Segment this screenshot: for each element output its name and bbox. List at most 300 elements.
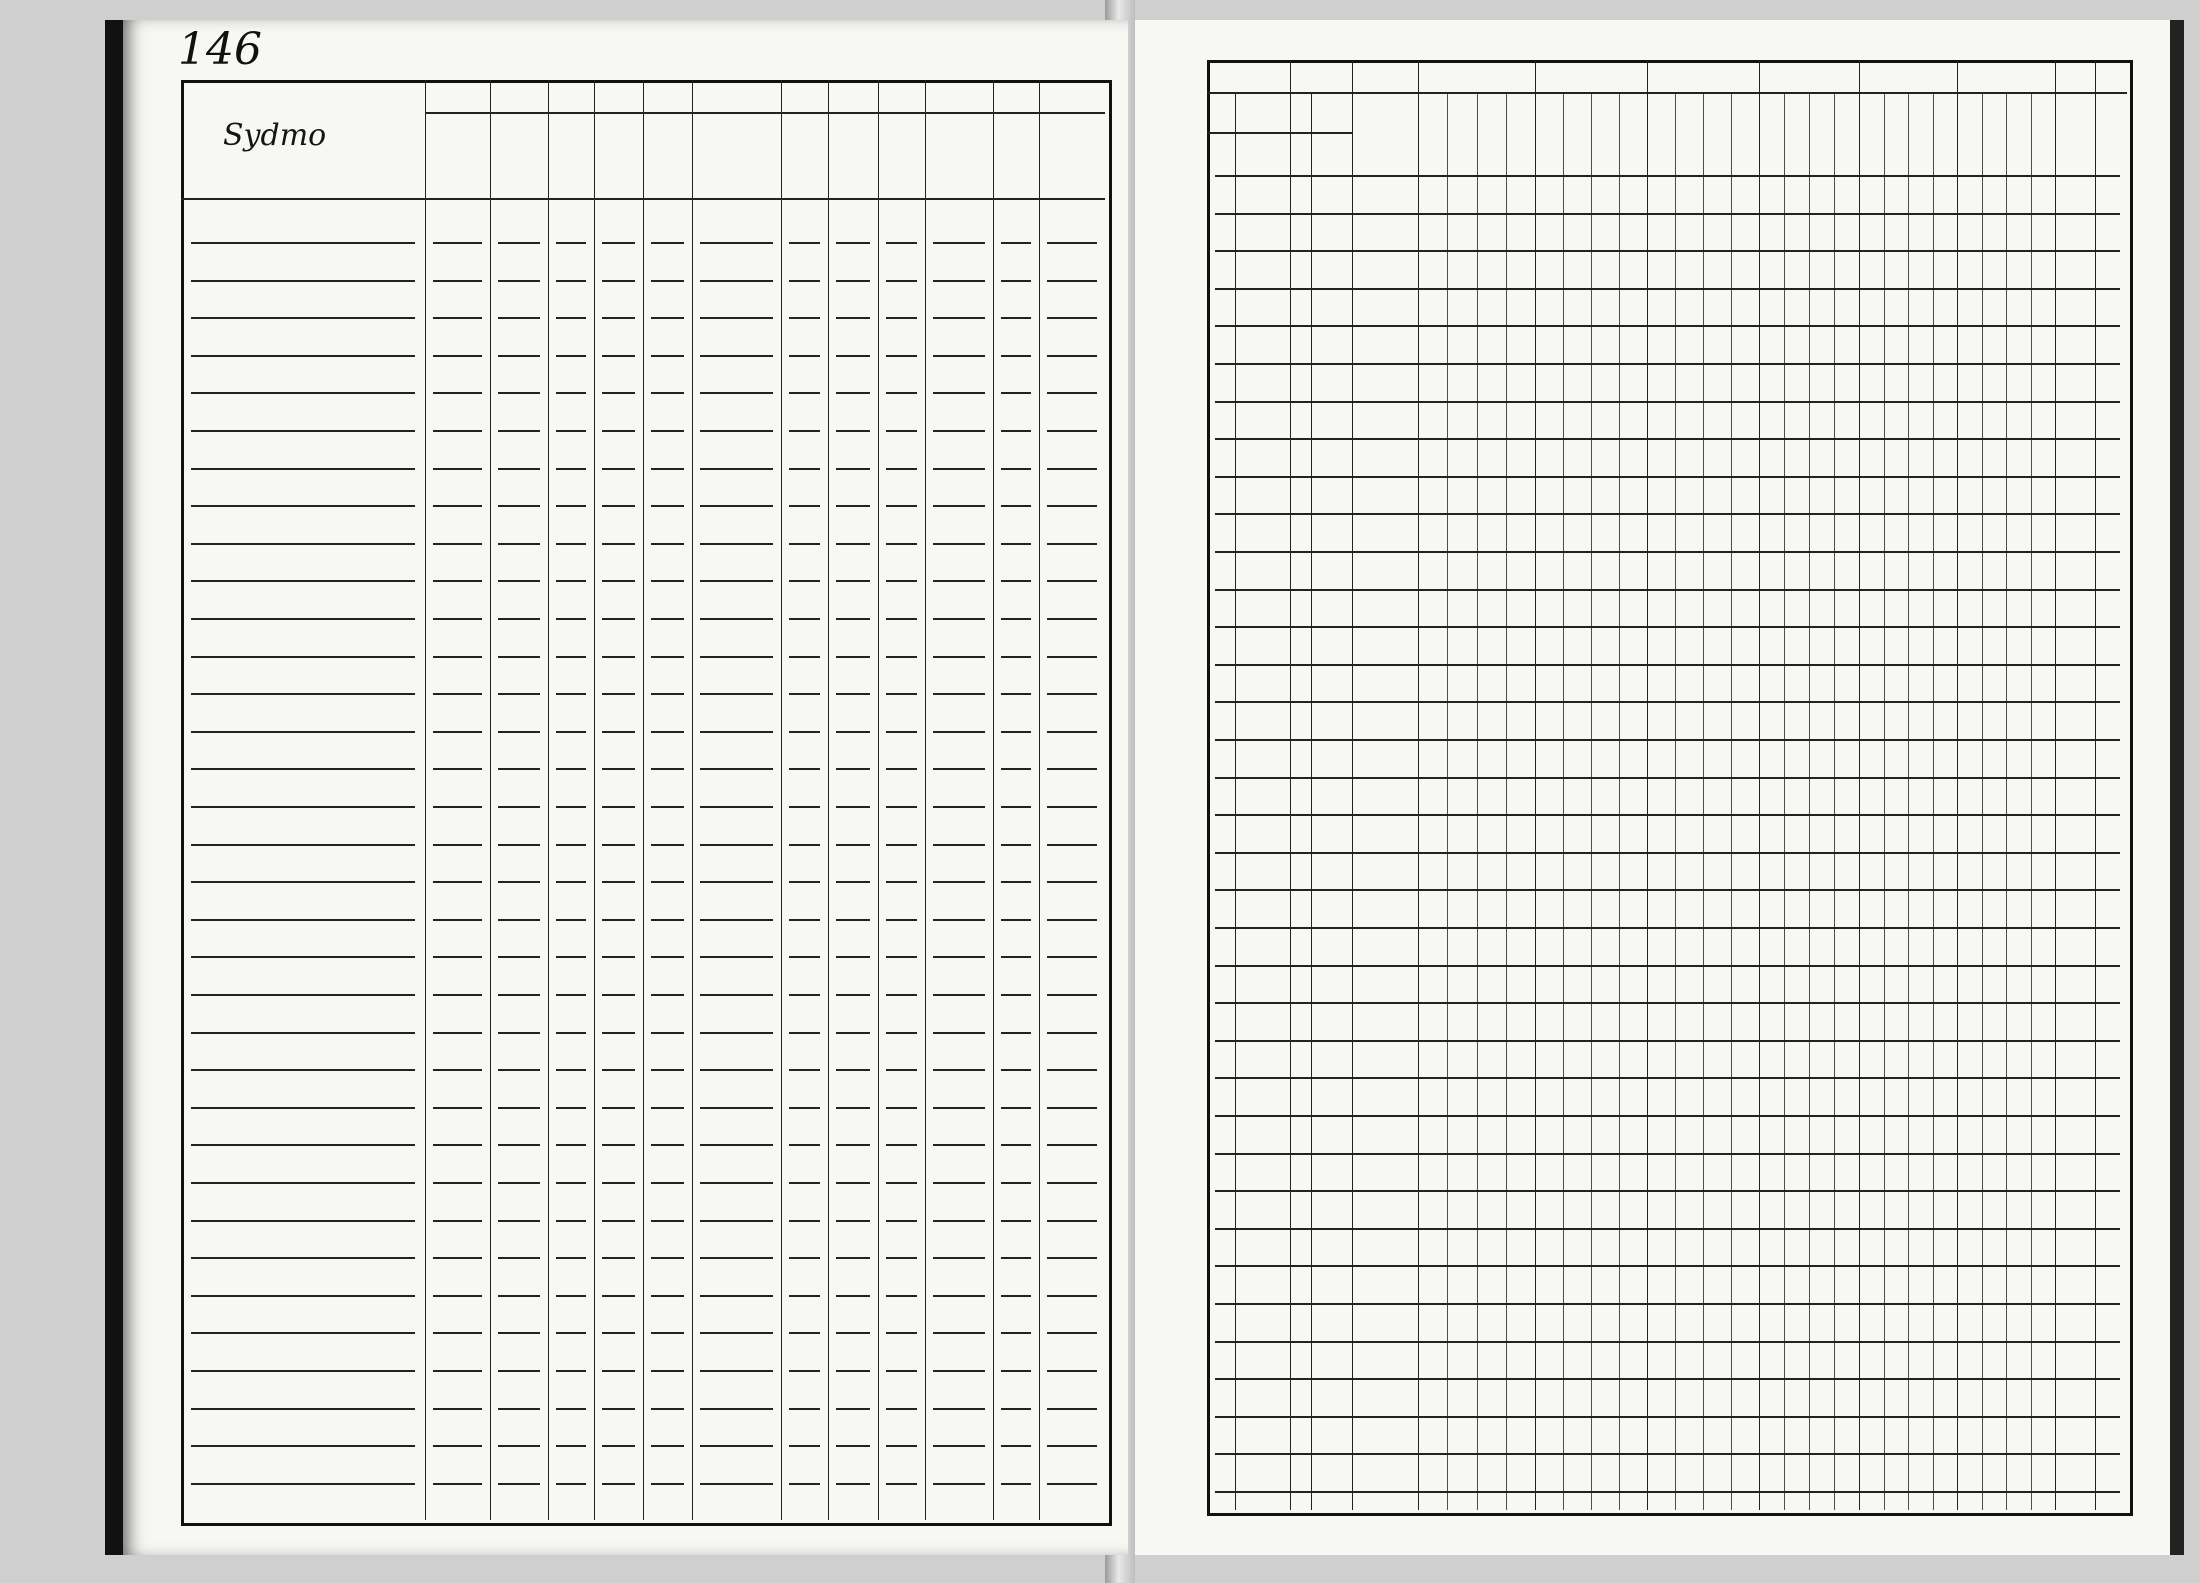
column-divider <box>1290 60 1291 1510</box>
cell-row-rule <box>1001 919 1031 921</box>
column-divider <box>781 80 782 1520</box>
right-row-rule <box>1215 927 2120 929</box>
cell-row-rule <box>789 1144 820 1146</box>
cell-row-rule <box>1047 1220 1097 1222</box>
right-page <box>1135 20 2184 1555</box>
cell-row-rule <box>651 731 684 733</box>
cell-row-rule <box>933 919 985 921</box>
cell-row-rule <box>498 806 540 808</box>
year-sub-divider <box>1784 92 1785 1510</box>
cell-row-rule <box>433 280 482 282</box>
cell-row-rule <box>1047 1445 1097 1447</box>
cell-row-rule <box>789 430 820 432</box>
cell-row-rule <box>556 1483 586 1485</box>
year-sub-divider <box>1703 92 1704 1510</box>
cell-row-rule <box>933 1408 985 1410</box>
cell-row-rule <box>933 881 985 883</box>
cell-row-rule <box>1001 731 1031 733</box>
cell-row-rule <box>651 580 684 582</box>
cell-row-rule <box>886 430 917 432</box>
right-row-rule <box>1215 1265 2120 1267</box>
cell-row-rule <box>1047 919 1097 921</box>
cell-row-rule <box>886 1445 917 1447</box>
right-row-rule <box>1215 513 2120 515</box>
right-row-rule <box>1215 626 2120 628</box>
cell-row-rule <box>789 806 820 808</box>
cell-row-rule <box>433 768 482 770</box>
cell-row-rule <box>556 693 586 695</box>
cell-row-rule <box>651 1408 684 1410</box>
cell-row-rule <box>498 1107 540 1109</box>
cell-row-rule <box>556 242 586 244</box>
cell-row-rule <box>498 1408 540 1410</box>
cell-row-rule <box>886 656 917 658</box>
name-row-rule <box>191 806 415 808</box>
cell-row-rule <box>1001 881 1031 883</box>
cell-row-rule <box>498 543 540 545</box>
left-ledger-frame <box>181 80 1112 1526</box>
cell-row-rule <box>700 656 773 658</box>
cell-row-rule <box>1001 1032 1031 1034</box>
year-sub-divider <box>1447 92 1448 1510</box>
cell-row-rule <box>789 543 820 545</box>
name-header-rule <box>181 198 425 200</box>
cell-row-rule <box>836 1295 870 1297</box>
cell-row-rule <box>836 1107 870 1109</box>
cell-row-rule <box>700 430 773 432</box>
cell-row-rule <box>1001 317 1031 319</box>
cell-row-rule <box>1047 994 1097 996</box>
cell-row-rule <box>789 1370 820 1372</box>
right-row-rule <box>1215 325 2120 327</box>
cell-row-rule <box>433 355 482 357</box>
cell-row-rule <box>433 618 482 620</box>
cell-row-rule <box>433 693 482 695</box>
cell-row-rule <box>836 1257 870 1259</box>
cell-row-rule <box>433 580 482 582</box>
cell-row-rule <box>433 317 482 319</box>
cell-row-rule <box>933 430 985 432</box>
cell-row-rule <box>1047 768 1097 770</box>
cell-row-rule <box>933 1332 985 1334</box>
cell-row-rule <box>933 1182 985 1184</box>
cell-row-rule <box>933 956 985 958</box>
cell-row-rule <box>602 1069 635 1071</box>
cell-row-rule <box>700 1295 773 1297</box>
cell-row-rule <box>498 430 540 432</box>
cell-row-rule <box>651 1107 684 1109</box>
cell-row-rule <box>602 1483 635 1485</box>
cell-row-rule <box>433 656 482 658</box>
cell-row-rule <box>433 1032 482 1034</box>
cell-row-rule <box>700 1069 773 1071</box>
cell-row-rule <box>700 1107 773 1109</box>
right-row-rule <box>1215 739 2120 741</box>
cell-row-rule <box>651 355 684 357</box>
cell-row-rule <box>836 392 870 394</box>
cell-row-rule <box>1047 693 1097 695</box>
cell-row-rule <box>1001 1370 1031 1372</box>
right-row-rule <box>1215 1153 2120 1155</box>
cell-row-rule <box>1001 956 1031 958</box>
cell-row-rule <box>602 1370 635 1372</box>
cell-row-rule <box>836 656 870 658</box>
cell-row-rule <box>556 430 586 432</box>
right-row-rule <box>1215 852 2120 854</box>
cell-row-rule <box>556 656 586 658</box>
cell-row-rule <box>498 844 540 846</box>
column-divider <box>2095 60 2096 1510</box>
cell-row-rule <box>789 505 820 507</box>
cell-row-rule <box>886 1483 917 1485</box>
cell-row-rule <box>498 1257 540 1259</box>
cell-row-rule <box>1001 1069 1031 1071</box>
cell-row-rule <box>933 355 985 357</box>
cell-row-rule <box>651 956 684 958</box>
cell-row-rule <box>602 956 635 958</box>
cell-row-rule <box>933 1069 985 1071</box>
right-row-rule <box>1215 1040 2120 1042</box>
cell-row-rule <box>836 1220 870 1222</box>
cell-row-rule <box>602 919 635 921</box>
name-row-rule <box>191 1107 415 1109</box>
name-row-rule <box>191 1220 415 1222</box>
cell-row-rule <box>556 806 586 808</box>
cell-row-rule <box>433 1332 482 1334</box>
cell-row-rule <box>933 844 985 846</box>
cell-row-rule <box>556 1069 586 1071</box>
cell-row-rule <box>602 355 635 357</box>
cell-row-rule <box>1047 468 1097 470</box>
cell-row-rule <box>556 618 586 620</box>
cell-row-rule <box>789 1107 820 1109</box>
name-row-rule <box>191 317 415 319</box>
column-divider <box>1352 60 1353 1510</box>
cell-row-rule <box>498 956 540 958</box>
cell-row-rule <box>433 1445 482 1447</box>
cell-row-rule <box>933 1032 985 1034</box>
cell-row-rule <box>1047 1032 1097 1034</box>
cell-row-rule <box>1047 956 1097 958</box>
cell-row-rule <box>1047 355 1097 357</box>
name-row-rule <box>191 1483 415 1485</box>
right-row-rule <box>1215 589 2120 591</box>
name-row-rule <box>191 1182 415 1184</box>
cell-row-rule <box>933 280 985 282</box>
cell-row-rule <box>836 430 870 432</box>
cell-row-rule <box>836 355 870 357</box>
cell-row-rule <box>933 1483 985 1485</box>
right-row-rule <box>1215 1115 2120 1117</box>
cell-row-rule <box>1047 242 1097 244</box>
cell-row-rule <box>433 1107 482 1109</box>
cell-row-rule <box>700 580 773 582</box>
cell-row-rule <box>602 731 635 733</box>
year-sub-divider <box>1591 92 1592 1510</box>
cell-row-rule <box>498 355 540 357</box>
column-divider <box>2055 60 2056 1510</box>
right-row-rule <box>1215 1002 2120 1004</box>
cell-row-rule <box>700 317 773 319</box>
cell-row-rule <box>700 1445 773 1447</box>
cell-row-rule <box>651 919 684 921</box>
cell-row-rule <box>789 1220 820 1222</box>
name-row-rule <box>191 392 415 394</box>
cell-row-rule <box>886 618 917 620</box>
cell-row-rule <box>556 1182 586 1184</box>
cell-row-rule <box>1047 1144 1097 1146</box>
cell-row-rule <box>933 392 985 394</box>
cell-row-rule <box>433 468 482 470</box>
cell-row-rule <box>433 1257 482 1259</box>
cell-row-rule <box>602 844 635 846</box>
cell-row-rule <box>700 1032 773 1034</box>
cell-row-rule <box>602 430 635 432</box>
right-row-rule <box>1215 551 2120 553</box>
column-divider <box>692 80 693 1520</box>
cell-row-rule <box>1047 1295 1097 1297</box>
right-row-rule <box>1215 476 2120 478</box>
cell-row-rule <box>933 317 985 319</box>
cell-row-rule <box>433 956 482 958</box>
right-row-rule <box>1215 777 2120 779</box>
cell-row-rule <box>1001 1257 1031 1259</box>
right-row-rule <box>1215 1077 2120 1079</box>
cell-row-rule <box>836 543 870 545</box>
cell-row-rule <box>651 844 684 846</box>
cell-row-rule <box>498 919 540 921</box>
cell-row-rule <box>498 693 540 695</box>
right-row-rule <box>1215 1416 2120 1418</box>
cell-row-rule <box>836 1408 870 1410</box>
name-row-rule <box>191 1295 415 1297</box>
cell-row-rule <box>886 1295 917 1297</box>
cell-row-rule <box>1047 505 1097 507</box>
cell-row-rule <box>602 618 635 620</box>
cell-row-rule <box>602 693 635 695</box>
cell-row-rule <box>498 468 540 470</box>
cell-row-rule <box>789 919 820 921</box>
cell-row-rule <box>933 731 985 733</box>
name-row-rule <box>191 430 415 432</box>
cell-row-rule <box>700 806 773 808</box>
column-divider <box>1039 80 1040 1520</box>
cell-row-rule <box>700 355 773 357</box>
cell-row-rule <box>933 1370 985 1372</box>
cell-row-rule <box>1047 430 1097 432</box>
name-row-rule <box>191 1069 415 1071</box>
cell-row-rule <box>886 1220 917 1222</box>
cell-row-rule <box>1001 1182 1031 1184</box>
cell-row-rule <box>1047 1257 1097 1259</box>
column-divider <box>1957 60 1958 1510</box>
cell-row-rule <box>433 881 482 883</box>
cell-row-rule <box>498 1069 540 1071</box>
cell-row-rule <box>498 1182 540 1184</box>
cell-row-rule <box>700 1144 773 1146</box>
cell-row-rule <box>556 317 586 319</box>
right-row-rule <box>1215 1228 2120 1230</box>
cell-row-rule <box>700 1483 773 1485</box>
name-row-rule <box>191 280 415 282</box>
cell-row-rule <box>602 392 635 394</box>
cell-row-rule <box>1047 392 1097 394</box>
cell-row-rule <box>651 1332 684 1334</box>
cell-row-rule <box>836 317 870 319</box>
cell-row-rule <box>651 1257 684 1259</box>
cell-row-rule <box>933 1257 985 1259</box>
cell-row-rule <box>651 1220 684 1222</box>
cell-row-rule <box>651 1032 684 1034</box>
cell-row-rule <box>433 1220 482 1222</box>
column-divider <box>1759 60 1760 1510</box>
right-row-rule <box>1215 288 2120 290</box>
right-row-rule <box>1215 213 2120 215</box>
cell-row-rule <box>433 392 482 394</box>
cell-row-rule <box>789 994 820 996</box>
right-row-rule <box>1215 889 2120 891</box>
cell-row-rule <box>1001 392 1031 394</box>
cell-row-rule <box>886 956 917 958</box>
year-sub-divider <box>1809 92 1810 1510</box>
cell-row-rule <box>700 468 773 470</box>
cell-row-rule <box>886 1032 917 1034</box>
cell-row-rule <box>700 618 773 620</box>
cell-row-rule <box>498 1445 540 1447</box>
cell-row-rule <box>700 919 773 921</box>
cell-row-rule <box>886 317 917 319</box>
cell-row-rule <box>1001 242 1031 244</box>
cell-row-rule <box>433 919 482 921</box>
cell-row-rule <box>498 505 540 507</box>
cell-row-rule <box>433 1483 482 1485</box>
cell-row-rule <box>556 919 586 921</box>
cell-row-rule <box>433 242 482 244</box>
cell-row-rule <box>886 1069 917 1071</box>
name-column-divider <box>425 80 426 1520</box>
cell-row-rule <box>498 1032 540 1034</box>
cell-row-rule <box>433 505 482 507</box>
cell-row-rule <box>836 468 870 470</box>
cell-row-rule <box>602 881 635 883</box>
cell-row-rule <box>602 543 635 545</box>
name-row-rule <box>191 656 415 658</box>
cell-row-rule <box>602 1332 635 1334</box>
cell-row-rule <box>1001 994 1031 996</box>
cell-row-rule <box>886 468 917 470</box>
cell-row-rule <box>1001 430 1031 432</box>
cell-row-rule <box>498 768 540 770</box>
cell-row-rule <box>1001 580 1031 582</box>
name-row-rule <box>191 618 415 620</box>
cell-row-rule <box>602 468 635 470</box>
cell-row-rule <box>700 505 773 507</box>
cell-row-rule <box>886 543 917 545</box>
cell-row-rule <box>836 505 870 507</box>
right-ledger-frame <box>1207 60 2133 1516</box>
cell-row-rule <box>556 1445 586 1447</box>
cell-row-rule <box>789 1483 820 1485</box>
name-row-rule <box>191 1408 415 1410</box>
cell-row-rule <box>933 994 985 996</box>
cell-row-rule <box>933 1220 985 1222</box>
cell-row-rule <box>836 806 870 808</box>
name-row-rule <box>191 505 415 507</box>
column-divider <box>1418 60 1419 1510</box>
cell-row-rule <box>933 242 985 244</box>
cell-row-rule <box>836 1032 870 1034</box>
cell-row-rule <box>836 1483 870 1485</box>
obiit-sub-divider <box>1311 92 1312 1510</box>
column-divider <box>1535 60 1536 1510</box>
name-row-rule <box>191 731 415 733</box>
cell-row-rule <box>1001 656 1031 658</box>
cell-row-rule <box>886 1370 917 1372</box>
cell-row-rule <box>556 1107 586 1109</box>
cell-row-rule <box>836 1069 870 1071</box>
cell-row-rule <box>1001 543 1031 545</box>
cell-row-rule <box>651 806 684 808</box>
cell-row-rule <box>1047 317 1097 319</box>
cell-row-rule <box>789 468 820 470</box>
cell-row-rule <box>1001 806 1031 808</box>
cell-row-rule <box>651 881 684 883</box>
cell-row-rule <box>933 1445 985 1447</box>
name-row-rule <box>191 543 415 545</box>
cell-row-rule <box>836 1332 870 1334</box>
cell-row-rule <box>836 1445 870 1447</box>
cell-row-rule <box>1001 1295 1031 1297</box>
right-row-rule <box>1215 664 2120 666</box>
right-row-rule <box>1215 401 2120 403</box>
cell-row-rule <box>651 768 684 770</box>
year-sub-divider <box>2031 92 2032 1510</box>
cell-row-rule <box>789 1032 820 1034</box>
cell-row-rule <box>886 392 917 394</box>
cell-row-rule <box>1001 280 1031 282</box>
cell-row-rule <box>651 543 684 545</box>
right-row-rule <box>1215 1190 2120 1192</box>
cell-row-rule <box>433 1408 482 1410</box>
cell-row-rule <box>700 1332 773 1334</box>
cell-row-rule <box>789 731 820 733</box>
cell-row-rule <box>789 693 820 695</box>
cell-row-rule <box>933 1295 985 1297</box>
cell-row-rule <box>498 1220 540 1222</box>
cell-row-rule <box>433 1069 482 1071</box>
cell-row-rule <box>933 618 985 620</box>
column-divider <box>643 80 644 1520</box>
cell-row-rule <box>1047 1069 1097 1071</box>
right-row-rule <box>1215 175 2120 177</box>
right-row-rule <box>1215 1303 2120 1305</box>
cell-row-rule <box>886 768 917 770</box>
cell-row-rule <box>789 242 820 244</box>
cell-row-rule <box>602 505 635 507</box>
cell-row-rule <box>651 317 684 319</box>
year-sub-divider <box>1982 92 1983 1510</box>
subheader-rule <box>1207 132 1352 134</box>
cell-row-rule <box>886 1332 917 1334</box>
cell-row-rule <box>700 881 773 883</box>
cell-row-rule <box>651 994 684 996</box>
cell-row-rule <box>789 1295 820 1297</box>
cell-row-rule <box>700 1408 773 1410</box>
cell-row-rule <box>556 1032 586 1034</box>
cell-row-rule <box>789 1332 820 1334</box>
cell-row-rule <box>498 392 540 394</box>
cell-row-rule <box>651 242 684 244</box>
